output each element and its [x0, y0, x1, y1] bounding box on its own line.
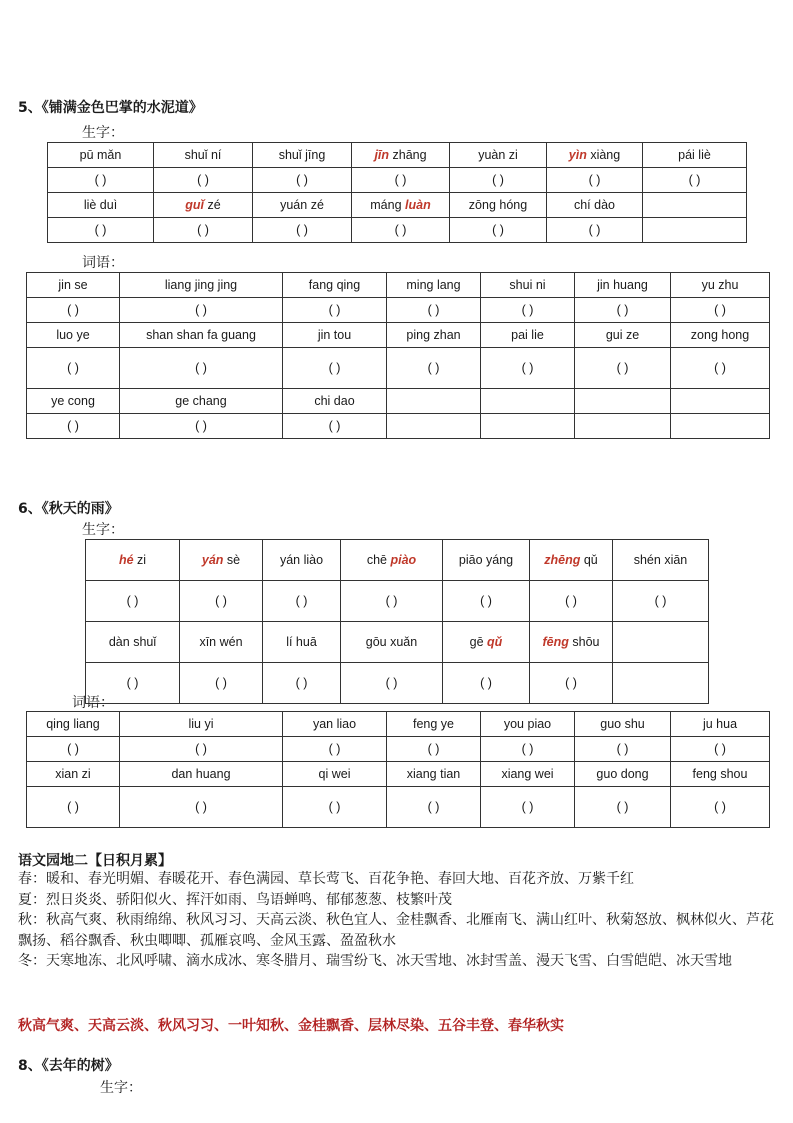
section6-shengzi-table: [85, 539, 709, 704]
section5-ciyu-table: [26, 272, 770, 439]
answer-blank[interactable]: ( ): [450, 168, 547, 193]
pinyin-cell: pai lie: [481, 323, 575, 348]
pinyin-cell: [643, 193, 747, 218]
answer-blank[interactable]: [671, 414, 770, 439]
answer-blank[interactable]: ( ): [643, 168, 747, 193]
answer-blank[interactable]: ( ): [253, 218, 352, 243]
pinyin-cell: [671, 389, 770, 414]
pinyin-cell: ping zhan: [387, 323, 481, 348]
answer-blank[interactable]: ( ): [283, 737, 387, 762]
answer-blank[interactable]: ( ): [27, 787, 120, 828]
pinyin-cell: [547, 193, 643, 218]
answer-blank[interactable]: [613, 663, 709, 704]
answer-blank[interactable]: ( ): [575, 787, 671, 828]
answer-blank[interactable]: ( ): [671, 737, 770, 762]
yuwen-lines: [18, 869, 780, 972]
yuwen-line-winter: 冬：天寒地冻、北风呼啸、滴水成冰、寒冬腊月、瑞雪纷飞、冰天雪地、冰封雪盖、漫天飞雪、白雪皑皑、冰天雪地: [18, 953, 732, 969]
highlight-syllable: guǐ: [185, 197, 205, 212]
answer-blank[interactable]: ( ): [120, 414, 283, 439]
pinyin-text: dàn shuǐ: [108, 634, 157, 649]
pinyin-cell: jin huang: [575, 273, 671, 298]
answer-blank[interactable]: ( ): [450, 218, 547, 243]
answer-blank[interactable]: ( ): [120, 348, 283, 389]
answer-blank[interactable]: ( ): [283, 298, 387, 323]
pinyin-row: [86, 622, 709, 663]
pinyin-cell: gui ze: [575, 323, 671, 348]
pinyin-text: lí huā: [286, 634, 317, 649]
pinyin-text: yuán zé: [280, 197, 324, 212]
pinyin-row: [48, 143, 747, 168]
answer-row: [27, 414, 770, 439]
pinyin-text: pái liè: [678, 147, 711, 162]
section6-ciyu-label: 词语：: [72, 695, 114, 711]
yuwen-highlight: 秋高气爽、天高云淡、秋风习习、一叶知秋、金桂飘香、层林尽染、五谷丰登、春华秋实: [18, 1018, 564, 1034]
pinyin-cell: [481, 389, 575, 414]
answer-blank[interactable]: ( ): [341, 581, 443, 622]
answer-blank[interactable]: ( ): [86, 663, 180, 704]
pinyin-cell: [253, 143, 352, 168]
pinyin-cell: guo dong: [575, 762, 671, 787]
answer-blank[interactable]: ( ): [180, 581, 263, 622]
answer-blank[interactable]: ( ): [341, 663, 443, 704]
pinyin-cell: [387, 389, 481, 414]
highlight-syllable: hé: [118, 552, 134, 567]
pinyin-cell: [443, 622, 530, 663]
pinyin-text: máng: [370, 197, 406, 212]
pinyin-cell: [86, 622, 180, 663]
pinyin-text: qǔ: [580, 552, 598, 567]
highlight-syllable: luàn: [405, 197, 431, 212]
answer-blank[interactable]: ( ): [443, 663, 530, 704]
pinyin-cell: xian zi: [27, 762, 120, 787]
pinyin-cell: jin tou: [283, 323, 387, 348]
pinyin-cell: [154, 143, 253, 168]
pinyin-cell: liang jing jing: [120, 273, 283, 298]
pinyin-cell: feng shou: [671, 762, 770, 787]
yuwen-line-autumn: 秋：秋高气爽、秋雨绵绵、秋风习习、天高云淡、秋色宜人、金桂飘香、北雁南飞、满山红叶、秋菊怒放、枫林似火、芦花飘扬、稻谷飘香、秋虫唧唧、孤雁哀鸣、金风玉露、盈盈秋水: [18, 912, 774, 949]
pinyin-cell: [154, 193, 253, 218]
answer-blank[interactable]: ( ): [27, 414, 120, 439]
pinyin-cell: [530, 540, 613, 581]
answer-blank[interactable]: ( ): [443, 581, 530, 622]
answer-blank[interactable]: ( ): [481, 348, 575, 389]
pinyin-row: [27, 762, 770, 787]
answer-blank[interactable]: ( ): [671, 787, 770, 828]
pinyin-cell: liu yi: [120, 712, 283, 737]
answer-blank[interactable]: ( ): [283, 414, 387, 439]
highlight-syllable: yìn: [568, 147, 587, 162]
pinyin-cell: [180, 622, 263, 663]
pinyin-text: liè duì: [83, 197, 118, 212]
pinyin-cell: [341, 622, 443, 663]
answer-blank[interactable]: ( ): [530, 663, 613, 704]
pinyin-cell: [263, 540, 341, 581]
pinyin-cell: [613, 622, 709, 663]
answer-blank[interactable]: ( ): [530, 581, 613, 622]
section6-title: 6、《秋天的雨》: [18, 501, 119, 517]
yuwen-line-summer: 夏：烈日炎炎、骄阳似火、挥汗如雨、鸟语蝉鸣、郁郁葱葱、枝繁叶茂: [18, 891, 452, 908]
answer-blank[interactable]: ( ): [120, 787, 283, 828]
pinyin-cell: dan huang: [120, 762, 283, 787]
answer-blank[interactable]: ( ): [283, 787, 387, 828]
pinyin-text: sè: [223, 552, 241, 567]
pinyin-cell: guo shu: [575, 712, 671, 737]
section6-ciyu-table: [26, 711, 770, 828]
answer-row: [86, 663, 709, 704]
yuwen-line-spring: 春：暖和、春光明媚、春暖花开、春色满园、草长莺飞、百花争艳、春回大地、百花齐放、万紫千红: [18, 871, 634, 887]
section5-shengzi-label: 生字：: [82, 125, 124, 141]
pinyin-cell: [352, 193, 450, 218]
answer-blank[interactable]: ( ): [547, 218, 643, 243]
pinyin-cell: you piao: [481, 712, 575, 737]
section8-title: 8、《去年的树》: [18, 1058, 119, 1074]
pinyin-cell: [352, 143, 450, 168]
pinyin-cell: jin se: [27, 273, 120, 298]
pinyin-text: shén xiān: [633, 552, 688, 567]
pinyin-text: piāo yáng: [458, 552, 514, 567]
pinyin-cell: [613, 540, 709, 581]
answer-blank[interactable]: ( ): [575, 737, 671, 762]
pinyin-cell: [547, 143, 643, 168]
answer-blank[interactable]: ( ): [481, 787, 575, 828]
pinyin-text: shuǐ ní: [184, 147, 222, 162]
pinyin-text: zé: [204, 197, 221, 212]
pinyin-cell: xiang tian: [387, 762, 481, 787]
pinyin-cell: [48, 143, 154, 168]
pinyin-cell: [530, 622, 613, 663]
answer-row: [27, 737, 770, 762]
pinyin-cell: [575, 389, 671, 414]
answer-blank[interactable]: ( ): [48, 218, 154, 243]
section8-shengzi-label: 生字：: [100, 1080, 142, 1096]
pinyin-cell: yu zhu: [671, 273, 770, 298]
answer-blank[interactable]: ( ): [387, 737, 481, 762]
answer-blank[interactable]: [575, 414, 671, 439]
answer-row: [48, 168, 747, 193]
pinyin-cell: [263, 622, 341, 663]
pinyin-cell: [48, 193, 154, 218]
pinyin-cell: ge chang: [120, 389, 283, 414]
answer-row: [86, 581, 709, 622]
answer-blank[interactable]: ( ): [575, 348, 671, 389]
pinyin-row: [48, 193, 747, 218]
answer-row: [27, 787, 770, 828]
pinyin-text: zhāng: [389, 147, 427, 162]
answer-blank[interactable]: ( ): [27, 348, 120, 389]
pinyin-text: xiàng: [586, 147, 621, 162]
answer-blank[interactable]: ( ): [27, 298, 120, 323]
pinyin-cell: shan shan fa guang: [120, 323, 283, 348]
highlight-syllable: qǔ: [487, 634, 503, 649]
pinyin-cell: [643, 143, 747, 168]
answer-blank[interactable]: ( ): [154, 218, 253, 243]
pinyin-cell: luo ye: [27, 323, 120, 348]
pinyin-row: [27, 323, 770, 348]
answer-blank[interactable]: ( ): [613, 581, 709, 622]
answer-blank[interactable]: [387, 414, 481, 439]
pinyin-row: [27, 389, 770, 414]
pinyin-text: pū mǎn: [79, 147, 122, 162]
answer-blank[interactable]: ( ): [547, 168, 643, 193]
pinyin-cell: [443, 540, 530, 581]
pinyin-text: yán liào: [279, 552, 324, 567]
answer-blank[interactable]: [481, 414, 575, 439]
highlight-syllable: yán: [201, 552, 224, 567]
answer-blank[interactable]: ( ): [48, 168, 154, 193]
answer-blank[interactable]: ( ): [180, 663, 263, 704]
section6-shengzi-label: 生字：: [82, 522, 124, 538]
pinyin-cell: [253, 193, 352, 218]
pinyin-cell: [86, 540, 180, 581]
pinyin-cell: yan liao: [283, 712, 387, 737]
answer-blank[interactable]: [643, 218, 747, 243]
highlight-syllable: zhēng: [544, 552, 581, 567]
yuwen-title: 语文园地二【日积月累】: [18, 853, 172, 869]
pinyin-cell: qi wei: [283, 762, 387, 787]
pinyin-text: zi: [133, 552, 147, 567]
pinyin-cell: feng ye: [387, 712, 481, 737]
pinyin-cell: [341, 540, 443, 581]
answer-blank[interactable]: ( ): [263, 663, 341, 704]
answer-blank[interactable]: ( ): [671, 348, 770, 389]
answer-blank[interactable]: ( ): [86, 581, 180, 622]
answer-blank[interactable]: ( ): [120, 298, 283, 323]
highlight-syllable: fēng: [542, 634, 569, 649]
answer-blank[interactable]: ( ): [120, 737, 283, 762]
pinyin-cell: ju hua: [671, 712, 770, 737]
section5-ciyu-label: 词语：: [82, 255, 124, 271]
answer-blank[interactable]: ( ): [283, 348, 387, 389]
answer-blank[interactable]: ( ): [253, 168, 352, 193]
answer-blank[interactable]: ( ): [481, 298, 575, 323]
answer-row: [48, 218, 747, 243]
highlight-syllable: piào: [390, 552, 417, 567]
pinyin-cell: ye cong: [27, 389, 120, 414]
pinyin-cell: [450, 143, 547, 168]
answer-blank[interactable]: ( ): [154, 168, 253, 193]
answer-blank[interactable]: ( ): [387, 787, 481, 828]
pinyin-text: gōu xuǎn: [365, 634, 418, 649]
answer-blank[interactable]: ( ): [27, 737, 120, 762]
answer-blank[interactable]: ( ): [575, 298, 671, 323]
pinyin-cell: ming lang: [387, 273, 481, 298]
answer-blank[interactable]: ( ): [387, 348, 481, 389]
answer-blank[interactable]: ( ): [671, 298, 770, 323]
answer-blank[interactable]: ( ): [481, 737, 575, 762]
pinyin-text: chí dào: [573, 197, 615, 212]
highlight-syllable: jīn: [374, 147, 390, 162]
pinyin-text: yuàn zi: [478, 147, 518, 162]
pinyin-cell: [180, 540, 263, 581]
section5-title: 5、《铺满金色巴掌的水泥道》: [18, 100, 203, 116]
pinyin-text: shuǐ jīng: [278, 147, 326, 162]
pinyin-text: xīn wén: [199, 634, 243, 649]
pinyin-row: [27, 712, 770, 737]
section5-shengzi-table: [47, 142, 747, 243]
pinyin-cell: fang qing: [283, 273, 387, 298]
pinyin-cell: shui ni: [481, 273, 575, 298]
answer-blank[interactable]: ( ): [352, 168, 450, 193]
pinyin-cell: chi dao: [283, 389, 387, 414]
answer-blank[interactable]: ( ): [387, 298, 481, 323]
pinyin-row: [27, 273, 770, 298]
pinyin-cell: [450, 193, 547, 218]
pinyin-text: chē: [366, 552, 391, 567]
pinyin-cell: zong hong: [671, 323, 770, 348]
pinyin-row: [86, 540, 709, 581]
pinyin-text: zōng hóng: [468, 197, 528, 212]
answer-row: [27, 348, 770, 389]
pinyin-cell: qing liang: [27, 712, 120, 737]
pinyin-text: gē: [469, 634, 488, 649]
pinyin-text: shōu: [568, 634, 600, 649]
answer-row: [27, 298, 770, 323]
answer-blank[interactable]: ( ): [263, 581, 341, 622]
pinyin-cell: xiang wei: [481, 762, 575, 787]
answer-blank[interactable]: ( ): [352, 218, 450, 243]
